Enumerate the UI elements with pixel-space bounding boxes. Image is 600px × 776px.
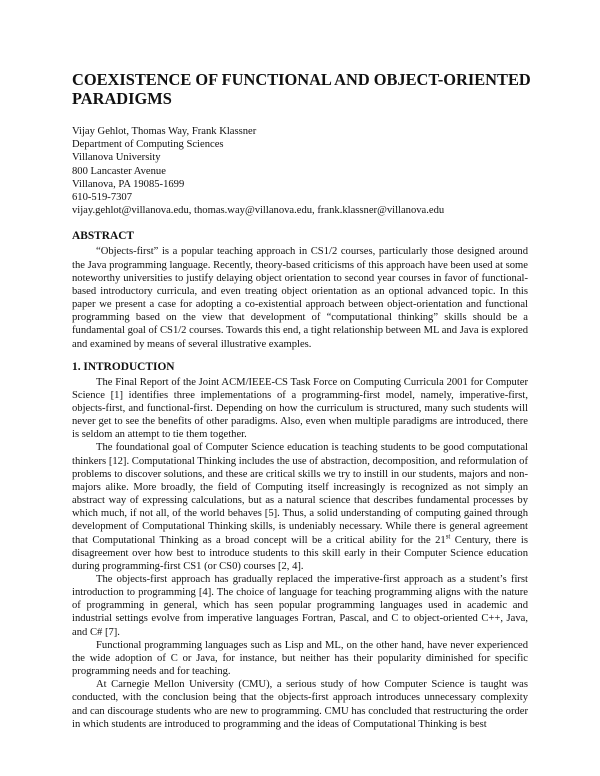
intro-paragraph-2-part-b: Century, there is disagreement over how best to introduce students to this skill early in their Computer Science education during programming-first CS1 (or CS0) courses [2, 4]. — [72, 534, 529, 572]
paper-title: COEXISTENCE OF FUNCTIONAL AND OBJECT-ORIENTED PARADIGMS — [72, 70, 531, 108]
author-department: Department of Computing Sciences — [72, 139, 224, 151]
author-phone: 610-519-7307 — [72, 192, 133, 204]
author-emails: vijay.gehlot@villanova.edu, thomas.way@villanova.edu, frank.klassner@villanova.edu — [72, 205, 445, 217]
intro-paragraph-2 — [72, 441, 528, 573]
intro-heading: 1. INTRODUCTION — [72, 360, 175, 373]
author-block — [72, 125, 528, 217]
author-city: Villanova, PA 19085-1699 — [72, 178, 185, 190]
author-names: Vijay Gehlot, Thomas Way, Frank Klassner — [72, 126, 257, 137]
intro-paragraph-4: Functional programming languages such as Lisp and ML, on the other hand, have never experienced the wide adoption of C or Java, for instance, but neither has their popularity diminished for specific programming needs and for teaching. — [72, 639, 528, 678]
superscript-st: st — [445, 532, 451, 541]
author-university: Villanova University — [72, 152, 161, 164]
intro-paragraph-2-part-a: The foundational goal of Computer Science education is teaching students to be good computational thinkers [12]. Computational Thinking includes the use of abstraction, decomposition, and reformulation of problems to discover solutions, and these are critical skills we try to instill in our students, majors and non-majors alike. More broadly, the field of Computing itself increasingly is recognized as not simply an abstract way of expressing calculations, but as a natural science that describes fundamental processes by which much, if not all, of the world behaves [5]. Thus, a solid understanding of computing gained through development of Computational Thinking skills, is undeniably necessary. While there is general agreement that Computational Thinking as a broad concept will be a critical ability for the 21 — [72, 442, 528, 546]
intro-paragraph-1: The Final Report of the Joint ACM/IEEE-CS Task Force on Computing Curricula 2001 for Computer Science [1] identifies three implementations of a programming-first model, namely, imperative-first, objects-first, and functional-first. Depending on how the curriculum is structured, many such students will never get to see the benefits of other paradigms. Also, even when multiple paradigms are introduced, there is seldom an attempt to tie them together. — [72, 376, 528, 441]
intro-paragraph-5: At Carnegie Mellon University (CMU), a serious study of how Computer Science is taught was conducted, with the conclusion being that the objects-first approach introduces unnecessary complexity and can discourage students who are new to programming. CMU has concluded that restructuring the order in which students are introduced to programming and the ideas of Computational Thinking is best — [72, 679, 528, 730]
author-street: 800 Lancaster Avenue — [72, 165, 166, 177]
intro-paragraph-3: The objects-first approach has gradually replaced the imperative-first approach as a student’s first introduction to programming [4]. The choice of language for teaching programming aligns with the nature of programming in general, which has seen popular programming languages used in academic and industrial settings evolve from imperative languages Fortran, Pascal, and C to object-oriented C++, Java, and C# [7]. — [72, 574, 528, 638]
abstract-text: “Objects-first” is a popular teaching approach in CS1/2 courses, particularly those designed around the Java programming language. Recently, theory-based criticisms of this approach have been used at some noteworthy universities to justify delaying object orientation to second year courses in favor of functional-based introductory curricula, and even treating object orientation as an optional advanced topic. In this paper we present a case for adopting a co-existential approach between object-orientation and functional programming based on the view that development of “computational thinking” skills should be a fundamental goal of CS1/2 courses. Towards this end, a tight relationship between ML and Java is explored and examined by means of several illustrative examples. — [72, 246, 528, 350]
paper-content — [72, 70, 531, 731]
abstract-heading: ABSTRACT — [72, 230, 135, 243]
